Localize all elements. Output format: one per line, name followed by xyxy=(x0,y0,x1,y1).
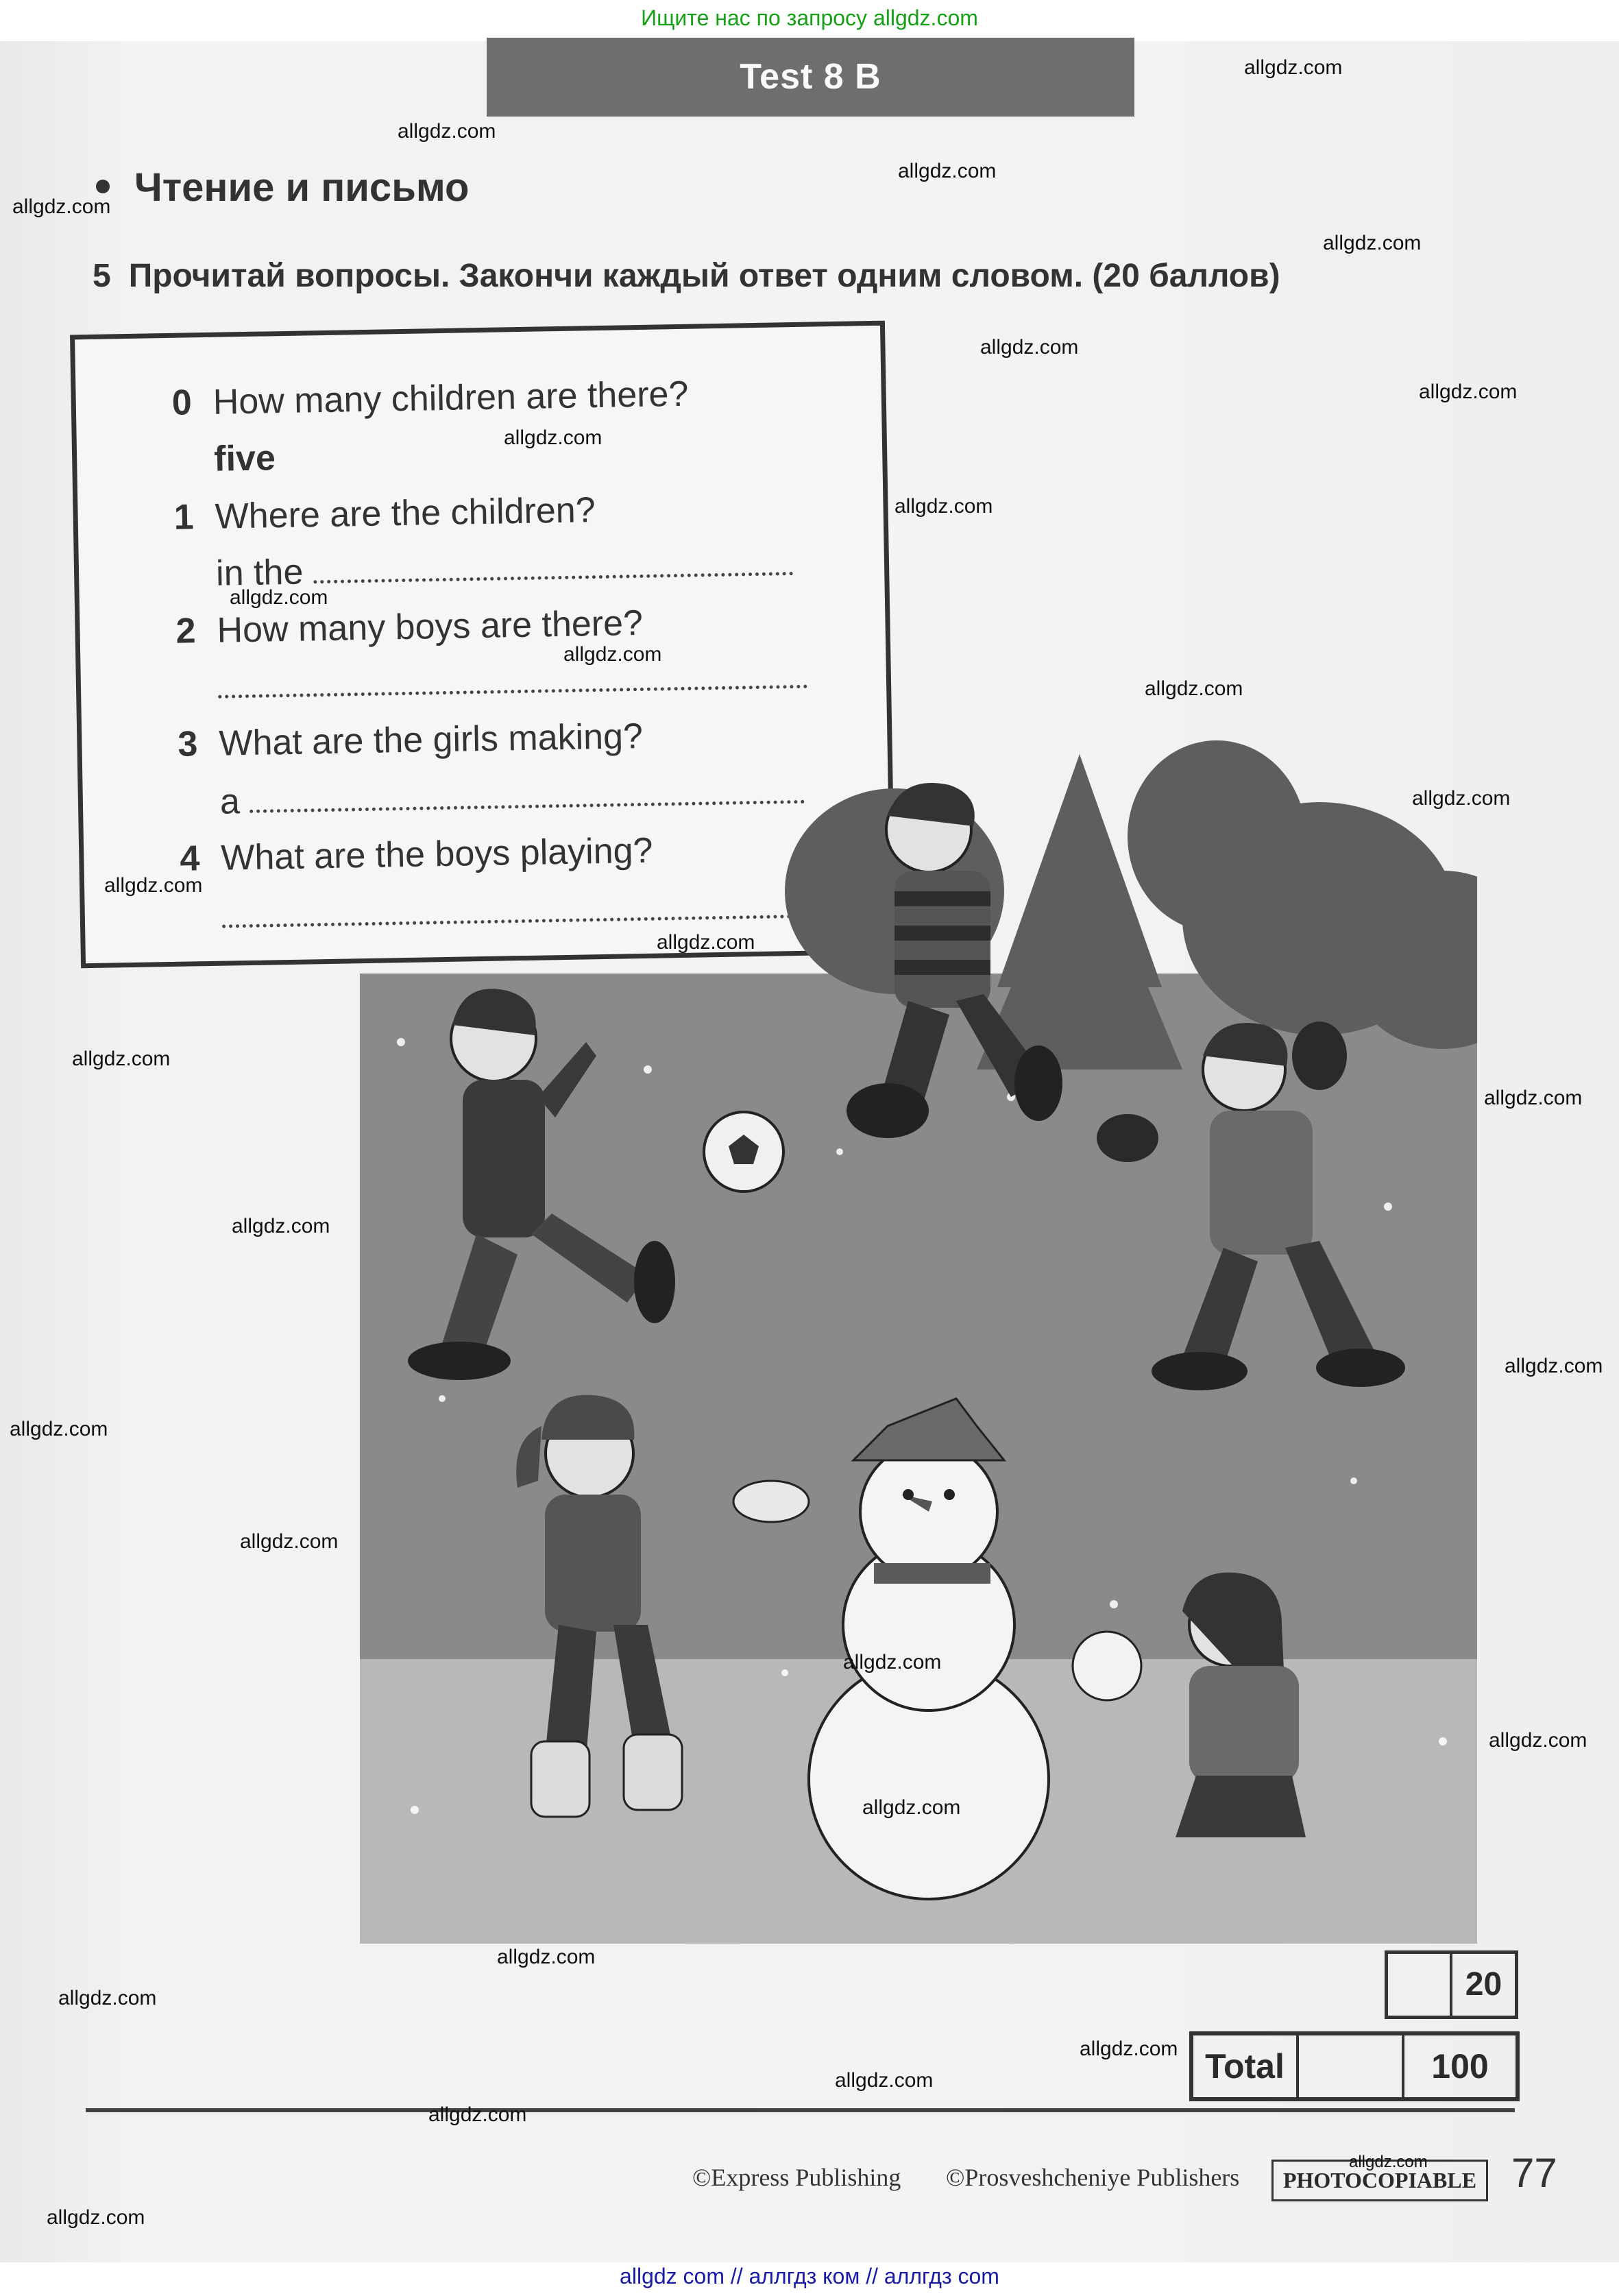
watermark[interactable]: allgdz.com xyxy=(1484,1087,1583,1109)
watermark[interactable]: allgdz.com xyxy=(72,1048,171,1070)
watermark[interactable]: allgdz.com xyxy=(497,1946,596,1968)
footer-divider xyxy=(86,2108,1515,2112)
soccer-ball xyxy=(704,1112,783,1192)
watermark[interactable]: allgdz.com xyxy=(1145,677,1243,700)
watermark[interactable]: allgdz.com xyxy=(563,643,662,666)
watermark[interactable]: allgdz.com xyxy=(1080,2038,1178,2060)
question-1 xyxy=(173,490,596,537)
watermark[interactable]: allgdz.com xyxy=(504,426,602,449)
watermark[interactable]: allgdz.com xyxy=(1419,380,1518,403)
question-0 xyxy=(171,374,689,423)
question-number: 0 xyxy=(171,383,193,423)
watermark[interactable]: allgdz.com xyxy=(428,2103,527,2126)
watermark[interactable]: allgdz.com xyxy=(104,874,203,897)
watermark[interactable]: allgdz.com xyxy=(1349,2153,1428,2171)
question-number: 4 xyxy=(179,838,200,879)
watermark[interactable]: allgdz.com xyxy=(1244,56,1343,79)
score-entry-cell[interactable] xyxy=(1388,1954,1452,2016)
question-text: What are the boys playing? xyxy=(220,830,653,878)
publisher-prosveshcheniye: ©Prosveshcheniye Publishers xyxy=(946,2164,1240,2191)
photocopiable-label: PHOTOCOPIABLE xyxy=(1271,2160,1488,2201)
total-max-score: 100 xyxy=(1431,2047,1489,2086)
watermark[interactable]: allgdz.com xyxy=(835,2069,934,2092)
watermark[interactable]: allgdz.com xyxy=(898,160,997,182)
section-heading-text: Чтение и письмо xyxy=(134,165,470,210)
question-text: How many boys are there? xyxy=(217,603,644,651)
watermark[interactable]: allgdz.com xyxy=(1323,232,1422,254)
task-score-box xyxy=(1385,1950,1518,2019)
watermark[interactable]: allgdz.com xyxy=(1489,1729,1587,1752)
question-number: 2 xyxy=(175,611,197,651)
watermark[interactable]: allgdz.com xyxy=(398,120,496,143)
watermark[interactable]: allgdz.com xyxy=(1505,1355,1603,1377)
winter-scene-illustration xyxy=(360,713,1477,1944)
total-label: Total xyxy=(1193,2035,1299,2097)
bottom-banner[interactable]: allgdz com // аллгдз ком // аллгдз com xyxy=(620,2264,999,2288)
publisher-express: ©Express Publishing xyxy=(692,2164,901,2191)
watermark[interactable]: allgdz.com xyxy=(12,195,111,218)
watermark[interactable]: allgdz.com xyxy=(657,931,755,954)
total-entry-cell[interactable] xyxy=(1299,2035,1404,2097)
answer-line[interactable] xyxy=(313,555,793,583)
question-text: Where are the children? xyxy=(215,490,596,537)
watermark[interactable]: allgdz.com xyxy=(980,336,1079,359)
watermark[interactable]: allgdz.com xyxy=(58,1987,157,2009)
task-text: Прочитай вопросы. Закончи каждый ответ одним словом. (20 баллов) xyxy=(128,258,1280,294)
answer-line[interactable] xyxy=(218,668,807,699)
watermark[interactable]: allgdz.com xyxy=(843,1651,942,1673)
question-number: 3 xyxy=(177,724,198,764)
total-score-box xyxy=(1189,2031,1520,2101)
watermark[interactable]: allgdz.com xyxy=(240,1530,339,1553)
answer-2[interactable] xyxy=(217,656,807,708)
watermark[interactable]: allgdz.com xyxy=(232,1215,330,1237)
answer-prefix: a xyxy=(219,782,241,822)
task-instruction xyxy=(93,257,1280,295)
page-number: 77 xyxy=(1511,2150,1557,2196)
top-banner[interactable]: Ищите нас по запросу allgdz.com xyxy=(641,5,978,30)
question-text: What are the girls making? xyxy=(218,716,644,764)
question-text: How many children are there? xyxy=(212,374,689,422)
task-number: 5 xyxy=(93,258,111,294)
watermark[interactable]: allgdz.com xyxy=(10,1418,108,1440)
test-title: Test 8 B xyxy=(487,38,1134,117)
watermark[interactable]: allgdz.com xyxy=(894,495,993,518)
watermark[interactable]: allgdz.com xyxy=(1412,787,1511,810)
watermark[interactable]: allgdz.com xyxy=(230,586,328,609)
answer-prefix: in the xyxy=(215,552,304,594)
answer-0: five xyxy=(213,438,276,479)
watermark[interactable]: allgdz.com xyxy=(47,2206,145,2229)
section-heading xyxy=(96,165,469,210)
question-number: 1 xyxy=(173,497,195,537)
watermark[interactable]: allgdz.com xyxy=(862,1796,961,1819)
task-max-score: 20 xyxy=(1465,1966,1502,2003)
bullet-icon xyxy=(96,180,110,193)
